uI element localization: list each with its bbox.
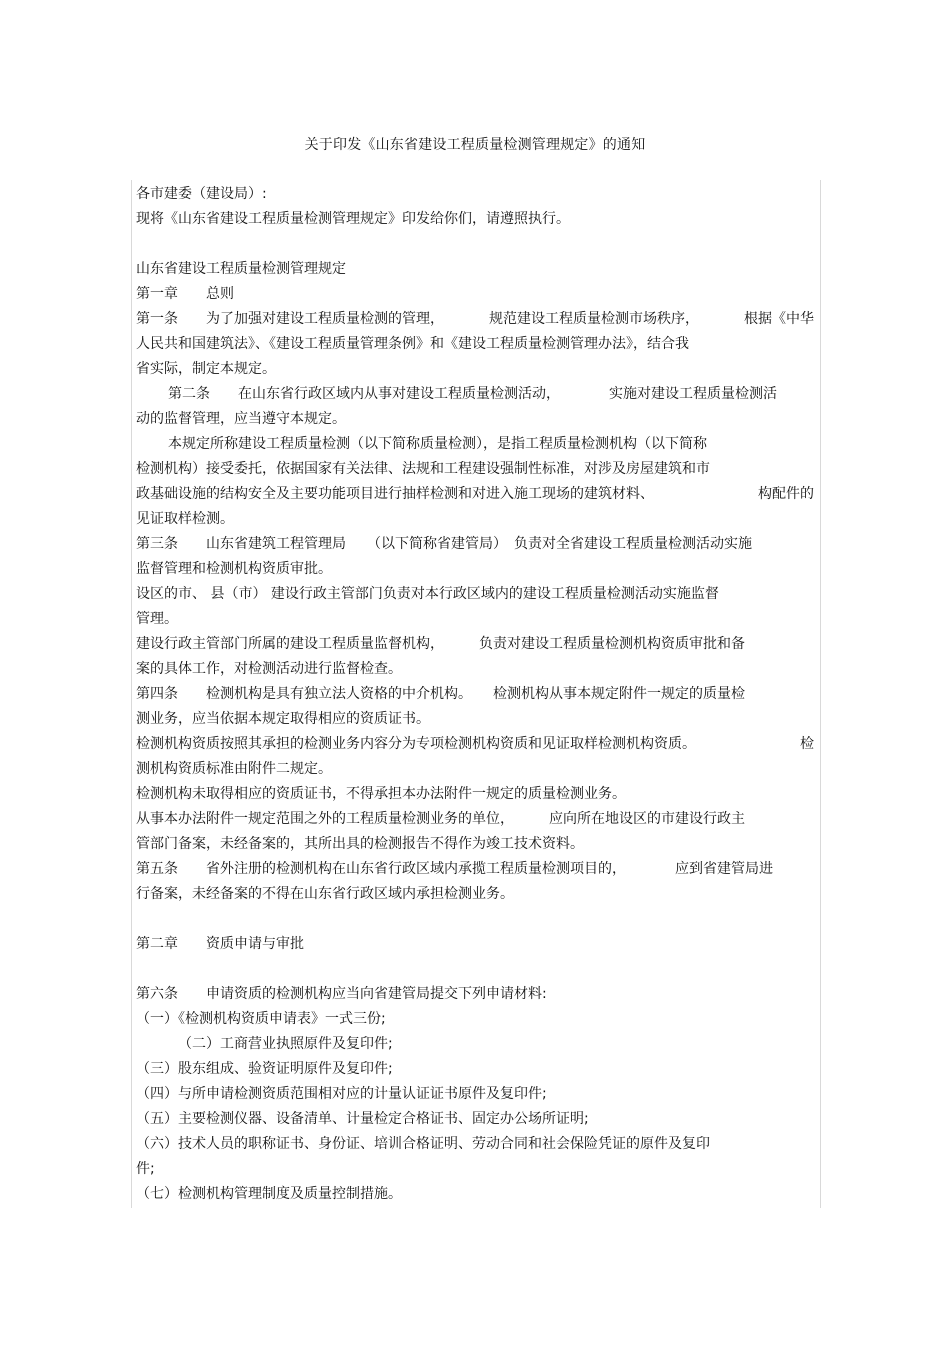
paragraph-line: 第二条 在山东省行政区域内从事对建设工程质量检测活动， 实施对建设工程质量检测活 [168, 386, 777, 402]
paragraph-line: 第四条 检测机构是具有独立法人资格的中介机构。 检测机构从事本规定附件一规定的质量检 [136, 686, 745, 702]
document-title: 关于印发《山东省建设工程质量检测管理规定》的通知 [304, 137, 646, 153]
text-segment: 检 [800, 736, 814, 752]
list-item: （一）《检测机构资质申请表》一式三份; [136, 1011, 386, 1027]
paragraph-line: 建设行政主管部门所属的建设工程质量监督机构， 负责对建设工程质量检测机构资质审批和备 [136, 636, 745, 652]
list-item: （五）主要检测仪器、设备清单、计量检定合格证书、固定办公场所证明; [136, 1111, 589, 1127]
paragraph-line [136, 735, 814, 753]
list-item: 件; [136, 1161, 155, 1177]
list-item: （七）检测机构管理制度及质量控制措施。 [136, 1186, 402, 1202]
paragraph-line: 第三条 山东省建筑工程管理局 （以下简称省建管局） 负责对全省建设工程质量检测活动实施 [136, 536, 752, 552]
list-item: （四）与所申请检测资质范围相对应的计量认证证书原件及复印件; [136, 1086, 547, 1102]
list-item: （六）技术人员的职称证书、身份证、培训合格证明、劳动合同和社会保险凭证的原件及复印 [136, 1136, 710, 1152]
text-segment: 根据《中华 [744, 311, 814, 327]
paragraph-line: 监督管理和检测机构资质审批。 [136, 561, 332, 577]
paragraph-line: 动的监督管理，应当遵守本规定。 [136, 411, 346, 427]
paragraph-line: 从事本办法附件一规定范围之外的工程质量检测业务的单位， 应向所在地设区的市建设行政主 [136, 811, 745, 827]
paragraph-line: 行备案，未经备案的不得在山东省行政区域内承担检测业务。 [136, 886, 514, 902]
chapter-heading: 第一章 总则 [136, 286, 234, 302]
paragraph-line: 管部门备案，未经备案的，其所出具的检测报告不得作为竣工技术资料。 [136, 836, 584, 852]
paragraph-line: 省实际，制定本规定。 [136, 361, 276, 377]
paragraph-line: 本规定所称建设工程质量检测（以下简称质量检测），是指工程质量检测机构（以下简称 [168, 436, 707, 452]
paragraph-line: 管理。 [136, 611, 178, 627]
paragraph-line: 测业务，应当依据本规定取得相应的资质证书。 [136, 711, 430, 727]
paragraph-line: 各市建委（建设局）: [136, 186, 267, 202]
text-segment: 规范建设工程质量检测市场秩序， [489, 311, 699, 327]
paragraph-line: 见证取样检测。 [136, 511, 234, 527]
paragraph-line: 测机构资质标准由附件二规定。 [136, 761, 332, 777]
paragraph-line: 第六条 申请资质的检测机构应当向省建管局提交下列申请材料: [136, 986, 547, 1002]
paragraph-line [136, 485, 814, 503]
paragraph-line: 检测机构）接受委托，依据国家有关法律、法规和工程建设强制性标准，对涉及房屋建筑和市 [136, 461, 710, 477]
paragraph-line: 案的具体工作，对检测活动进行监督检查。 [136, 661, 402, 677]
text-segment: 第一条 为了加强对建设工程质量检测的管理， [136, 311, 444, 327]
paragraph-line [136, 310, 814, 328]
paragraph-line: 检测机构未取得相应的资质证书，不得承担本办法附件一规定的质量检测业务。 [136, 786, 626, 802]
text-segment: 政基础设施的结构安全及主要功能项目进行抽样检测和对进入施工现场的建筑材料、 [136, 486, 654, 502]
list-item: （二）工商营业执照原件及复印件; [178, 1036, 393, 1052]
paragraph-line: 设区的市、 县（市） 建设行政主管部门负责对本行政区域内的建设工程质量检测活动实施监督 [136, 586, 719, 602]
section-heading: 山东省建设工程质量检测管理规定 [136, 261, 346, 277]
paragraph-line: 人民共和国建筑法》、《建设工程质量管理条例》和《建设工程质量检测管理办法》，结合我 [136, 336, 689, 352]
list-item: （三）股东组成、验资证明原件及复印件; [136, 1061, 393, 1077]
text-segment: 检测机构资质按照其承担的检测业务内容分为专项检测机构资质和见证取样检测机构资质。 [136, 736, 696, 752]
paragraph-line: 第五条 省外注册的检测机构在山东省行政区域内承揽工程质量检测项目的， 应到省建管局进 [136, 861, 773, 877]
text-segment: 构配件的 [758, 486, 814, 502]
paragraph-line: 现将《山东省建设工程质量检测管理规定》印发给你们，请遵照执行。 [136, 211, 570, 227]
chapter-heading: 第二章 资质申请与审批 [136, 936, 304, 952]
